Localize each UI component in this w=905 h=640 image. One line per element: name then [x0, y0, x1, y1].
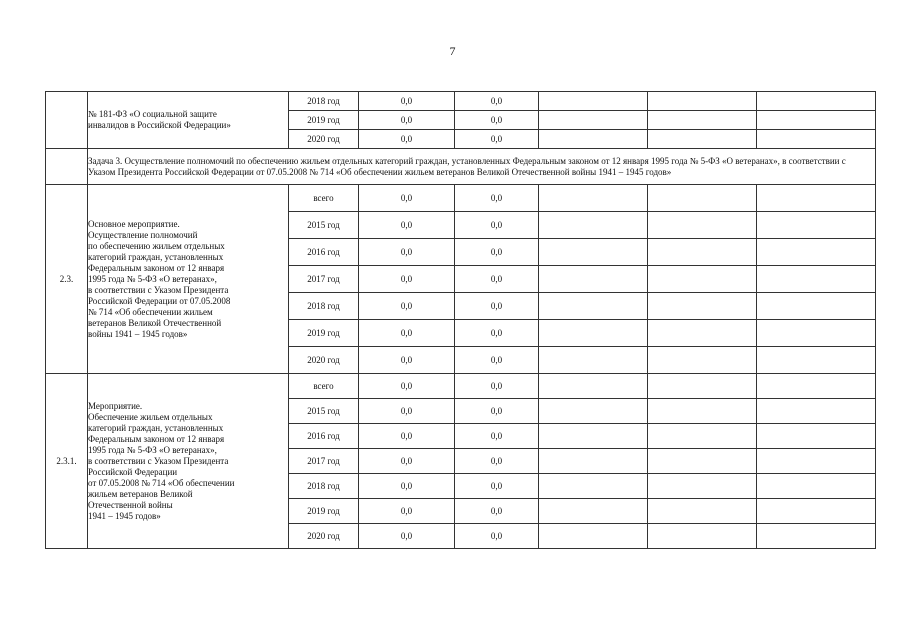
empty-cell — [539, 111, 648, 130]
year-cell: 2018 год — [289, 293, 359, 320]
value-cell: 0,0 — [455, 320, 539, 347]
empty-cell — [757, 239, 876, 266]
empty-cell — [757, 266, 876, 293]
value-cell: 0,0 — [455, 499, 539, 524]
empty-cell — [757, 499, 876, 524]
empty-cell — [539, 499, 648, 524]
value-cell: 0,0 — [455, 347, 539, 374]
empty-cell — [648, 474, 757, 499]
empty-cell — [539, 130, 648, 149]
empty-cell — [648, 266, 757, 293]
value-cell: 0,0 — [359, 92, 455, 111]
empty-cell — [757, 449, 876, 474]
empty-cell — [757, 92, 876, 111]
value-cell: 0,0 — [359, 293, 455, 320]
empty-cell — [539, 185, 648, 212]
year-cell: 2019 год — [289, 320, 359, 347]
row-number-cell: 2.3.1. — [46, 374, 88, 549]
year-cell: 2020 год — [289, 130, 359, 149]
empty-cell — [648, 374, 757, 399]
year-cell: 2018 год — [289, 92, 359, 111]
value-cell: 0,0 — [359, 130, 455, 149]
empty-cell — [648, 399, 757, 424]
empty-cell — [648, 320, 757, 347]
empty-cell — [539, 266, 648, 293]
value-cell: 0,0 — [455, 185, 539, 212]
table-row — [46, 374, 876, 399]
description-cell: Мероприятие. Обеспечение жильем отдельных категорий граждан, установленных Федеральным законом от 12 января 1995 года № 5-ФЗ «О ветеранах», в соответствии с Указом Президента Российской Федерации от 07.05.2008 № 714 «Об обеспечении жильем ветеранов Великой Отечественной войны 1941 – 1945 годов» — [88, 374, 289, 549]
empty-cell — [648, 185, 757, 212]
year-cell: всего — [289, 374, 359, 399]
empty-cell — [757, 374, 876, 399]
empty-cell — [648, 212, 757, 239]
empty-cell — [539, 449, 648, 474]
row-number-cell — [46, 149, 88, 185]
value-cell: 0,0 — [455, 449, 539, 474]
program-table — [45, 91, 876, 549]
year-cell: 2020 год — [289, 524, 359, 549]
empty-cell — [648, 424, 757, 449]
year-cell: 2015 год — [289, 212, 359, 239]
value-cell: 0,0 — [359, 524, 455, 549]
empty-cell — [757, 185, 876, 212]
empty-cell — [757, 347, 876, 374]
empty-cell — [539, 239, 648, 266]
empty-cell — [539, 293, 648, 320]
empty-cell — [539, 320, 648, 347]
empty-cell — [648, 239, 757, 266]
year-cell: 2015 год — [289, 399, 359, 424]
description-cell: № 181-ФЗ «О социальной защите инвалидов в Российской Федерации» — [88, 92, 289, 149]
value-cell: 0,0 — [455, 424, 539, 449]
row-number-cell: 2.3. — [46, 185, 88, 374]
empty-cell — [539, 524, 648, 549]
table-row — [46, 92, 876, 111]
value-cell: 0,0 — [455, 474, 539, 499]
year-cell: 2017 год — [289, 449, 359, 474]
value-cell: 0,0 — [359, 474, 455, 499]
year-cell: 2018 год — [289, 474, 359, 499]
value-cell: 0,0 — [359, 212, 455, 239]
value-cell: 0,0 — [359, 185, 455, 212]
year-cell: 2016 год — [289, 239, 359, 266]
empty-cell — [539, 474, 648, 499]
empty-cell — [648, 130, 757, 149]
empty-cell — [539, 399, 648, 424]
value-cell: 0,0 — [359, 111, 455, 130]
empty-cell — [539, 212, 648, 239]
empty-cell — [539, 374, 648, 399]
year-cell: 2020 год — [289, 347, 359, 374]
value-cell: 0,0 — [359, 266, 455, 293]
year-cell: 2019 год — [289, 111, 359, 130]
value-cell: 0,0 — [455, 212, 539, 239]
empty-cell — [648, 449, 757, 474]
value-cell: 0,0 — [359, 499, 455, 524]
empty-cell — [757, 474, 876, 499]
value-cell: 0,0 — [359, 424, 455, 449]
empty-cell — [539, 424, 648, 449]
table-row — [46, 185, 876, 212]
empty-cell — [757, 424, 876, 449]
empty-cell — [757, 399, 876, 424]
row-number-cell — [46, 92, 88, 149]
value-cell: 0,0 — [359, 374, 455, 399]
empty-cell — [757, 293, 876, 320]
empty-cell — [539, 92, 648, 111]
value-cell: 0,0 — [455, 524, 539, 549]
year-cell: 2017 год — [289, 266, 359, 293]
year-cell: всего — [289, 185, 359, 212]
value-cell: 0,0 — [455, 239, 539, 266]
empty-cell — [648, 524, 757, 549]
value-cell: 0,0 — [359, 320, 455, 347]
empty-cell — [648, 499, 757, 524]
year-cell: 2019 год — [289, 499, 359, 524]
value-cell: 0,0 — [359, 239, 455, 266]
description-cell: Основное мероприятие. Осуществление полномочий по обеспечению жильем отдельных категорий граждан, установленных Федеральным законом от 12 января 1995 года № 5-ФЗ «О ветеранах», в соответствии с Указом Президента Российской Федерации от 07.05.2008 № 714 «Об обеспечении жильем ветеранов Великой Отечественной войны 1941 – 1945 годов» — [88, 185, 289, 374]
empty-cell — [757, 320, 876, 347]
empty-cell — [757, 111, 876, 130]
value-cell: 0,0 — [359, 347, 455, 374]
empty-cell — [539, 347, 648, 374]
task-row — [46, 149, 876, 185]
value-cell: 0,0 — [455, 92, 539, 111]
value-cell: 0,0 — [359, 399, 455, 424]
task-heading: Задача 3. Осуществление полномочий по обеспечению жильем отдельных категорий граждан, установленных Федеральным законом от 12 января 1995 года № 5-ФЗ «О ветеранах», в соответствии с Указом Президента Российской Федерации от 07.05.2008 № 714 «Об обеспечении жильем ветеранов Великой Отечественной войны 1941 – 1945 годов» — [88, 149, 876, 185]
year-cell: 2016 год — [289, 424, 359, 449]
value-cell: 0,0 — [359, 449, 455, 474]
value-cell: 0,0 — [455, 293, 539, 320]
empty-cell — [757, 212, 876, 239]
value-cell: 0,0 — [455, 374, 539, 399]
empty-cell — [648, 92, 757, 111]
value-cell: 0,0 — [455, 111, 539, 130]
value-cell: 0,0 — [455, 130, 539, 149]
page-number: 7 — [449, 44, 456, 58]
value-cell: 0,0 — [455, 266, 539, 293]
value-cell: 0,0 — [455, 399, 539, 424]
empty-cell — [648, 293, 757, 320]
empty-cell — [648, 347, 757, 374]
empty-cell — [757, 524, 876, 549]
empty-cell — [648, 111, 757, 130]
empty-cell — [757, 130, 876, 149]
